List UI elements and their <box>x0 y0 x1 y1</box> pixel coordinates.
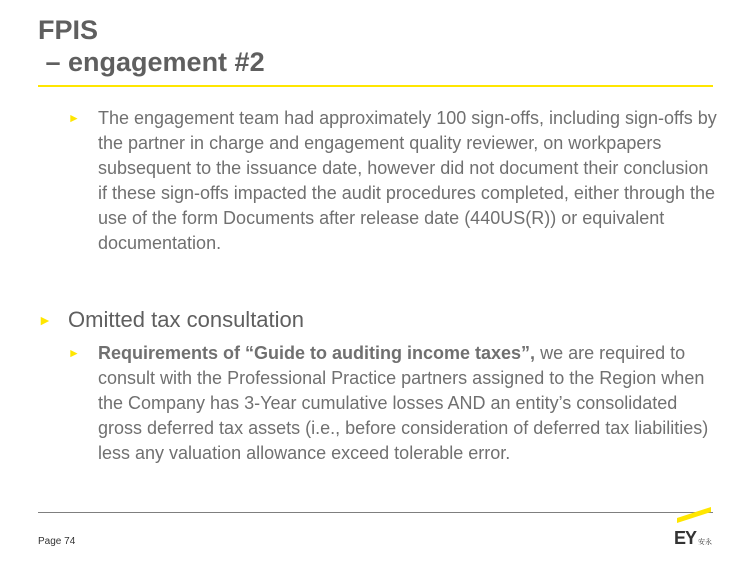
page-number: Page 74 <box>38 536 76 547</box>
bullet-omitted-tax-consultation <box>38 307 718 333</box>
slide-title-line-1: FPIS <box>38 15 99 45</box>
bullet-arrow-icon: ► <box>68 346 80 360</box>
bullet-sign-offs <box>68 106 720 256</box>
slide-title <box>38 14 265 78</box>
bullet-bold-lead: Requirements of “Guide to auditing income taxes”, <box>98 343 536 363</box>
slide-title-line-2: – engagement #2 <box>38 47 265 77</box>
bullet-arrow-icon: ► <box>38 312 52 328</box>
bullet-arrow-icon: ► <box>68 111 80 125</box>
bullet-requirements <box>68 341 720 466</box>
logo-wordmark: EY <box>674 528 697 548</box>
bullet-body: we are required to consult with the Professional Practice partners assigned to the Region when the Company has 3-Year cumulative losses AND an entity’s consolidated gross deferred tax assets (i.e., before consideration of deferred tax liabilities) less any valuation allowance exceed tolerable error. <box>98 343 709 463</box>
logo-beam <box>677 507 711 523</box>
bullet-text <box>98 106 720 256</box>
logo-chinese-mark: 安永 <box>698 539 712 546</box>
bullet-body: The engagement team had approximately 100 sign-offs, including sign-offs by the partner in charge and engagement quality reviewer, on workpapers subsequent to the issuance date, however did not document their conclusion if these sign-offs impacted the audit procedures completed, either through the use of the form Documents after release date (440US(R)) or equivalent documentation. <box>98 108 717 253</box>
title-divider <box>38 85 713 87</box>
ey-logo-icon <box>673 516 717 552</box>
bullet-heading: Omitted tax consultation <box>68 307 305 332</box>
footer-divider <box>38 512 713 513</box>
bullet-text <box>98 341 720 466</box>
